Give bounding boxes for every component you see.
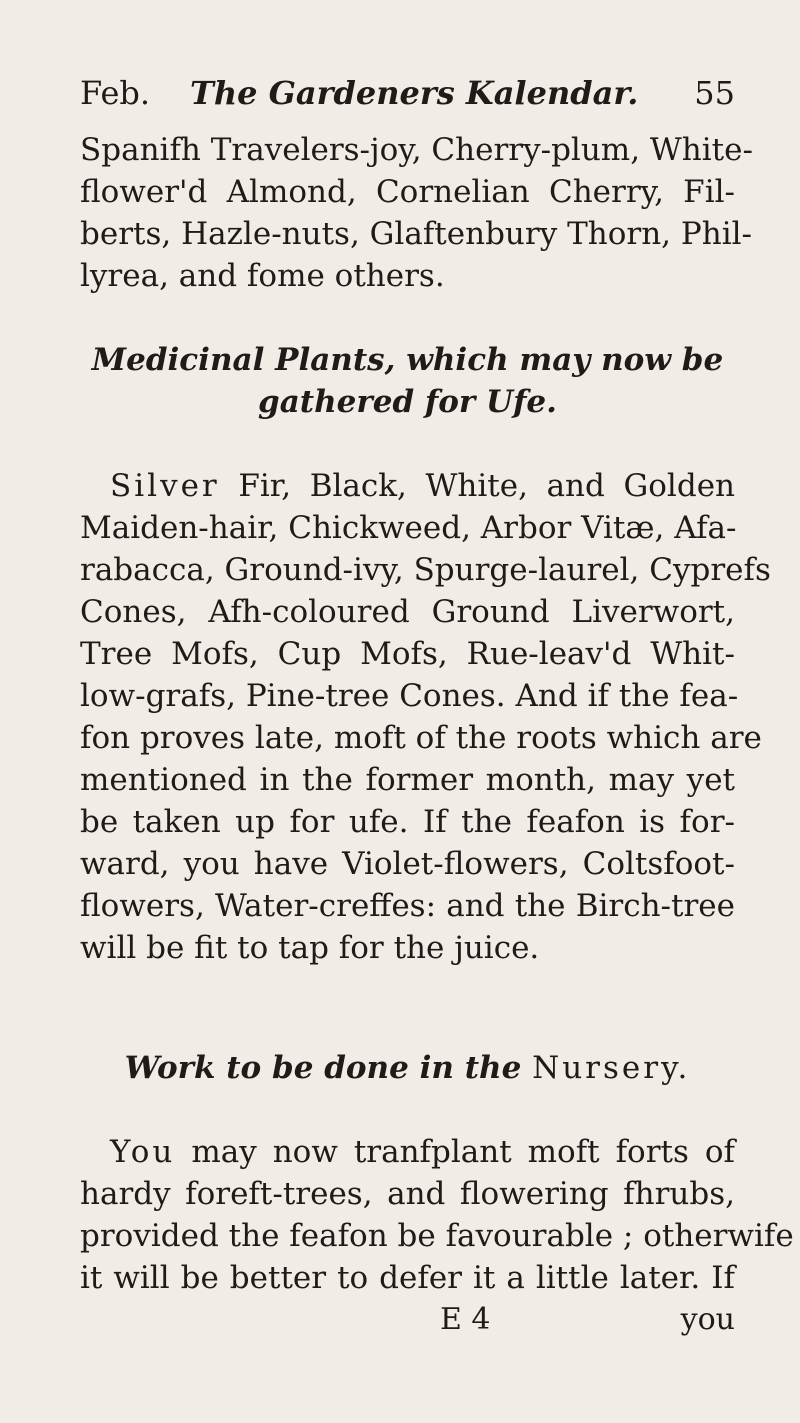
text-line-first [110, 466, 735, 506]
text-line: rabacca, Ground-ivy, Spurge-laurel, Cyprefs [80, 552, 771, 588]
text-line: provided the feafon be favourable ; otherwife [80, 1218, 794, 1254]
text-line: low-grafs, Pine-tree Cones. And if the fea- [80, 678, 739, 714]
text-line: Maiden-hair, Chickweed, Arbor Vitæ, Afa- [80, 510, 737, 546]
text-line: will be fit to tap for the juice. [80, 930, 540, 966]
heading-nursery [80, 1048, 735, 1088]
text-line: lyrea, and fome others. [80, 258, 445, 294]
text-line: berts, Hazle-nuts, Glaftenbury Thorn, Phil- [80, 216, 752, 252]
text-fragment: Fir, Black, White, and Golden [219, 468, 735, 504]
text-line: it will be better to defer it a little later. If [80, 1260, 735, 1296]
text-fragment: may now tranfplant moft forts of [175, 1134, 735, 1170]
text-line-first [110, 1132, 735, 1172]
text-line: be taken up for ufe. If the feafon is for- [80, 804, 735, 840]
lead-word: Silver [110, 468, 220, 504]
text-line: fon proves late, moft of the roots which are [80, 720, 762, 756]
text-line: mentioned in the former month, may yet [80, 762, 735, 798]
text-line: hardy foreft-trees, and flowering fhrubs, [80, 1176, 735, 1212]
page-footer [80, 1302, 735, 1342]
lead-word: You [110, 1134, 176, 1170]
header-title: The Gardeners Kalendar. [190, 74, 639, 112]
page-number: 55 [694, 74, 735, 112]
text-line: flowers, Water-creffes: and the Birch-tree [80, 888, 735, 924]
text-line: Tree Mofs, Cup Mofs, Rue-leav'd Whit- [80, 636, 735, 672]
heading-nursery-italic: Work to be done in the [124, 1050, 533, 1086]
heading-nursery-smallcaps: Nursery. [532, 1050, 691, 1086]
heading-medicinal-plants: Medicinal Plants, which may now be [91, 342, 724, 378]
text-line: Cones, Afh-coloured Ground Liverwort, [80, 594, 735, 630]
header-month: Feb. [80, 74, 151, 112]
text-line: ward, you have Violet-flowers, Coltsfoot- [80, 846, 735, 882]
text-line: flower'd Almond, Cornelian Cherry, Fil- [80, 174, 735, 210]
catchword: you [680, 1302, 735, 1337]
text-line: Spanifh Travelers-joy, Cherry-plum, White- [80, 132, 753, 168]
running-header [80, 74, 735, 118]
heading-medicinal-plants-cont: gathered for Ufe. [258, 384, 557, 420]
signature-mark: E 4 [440, 1302, 491, 1337]
